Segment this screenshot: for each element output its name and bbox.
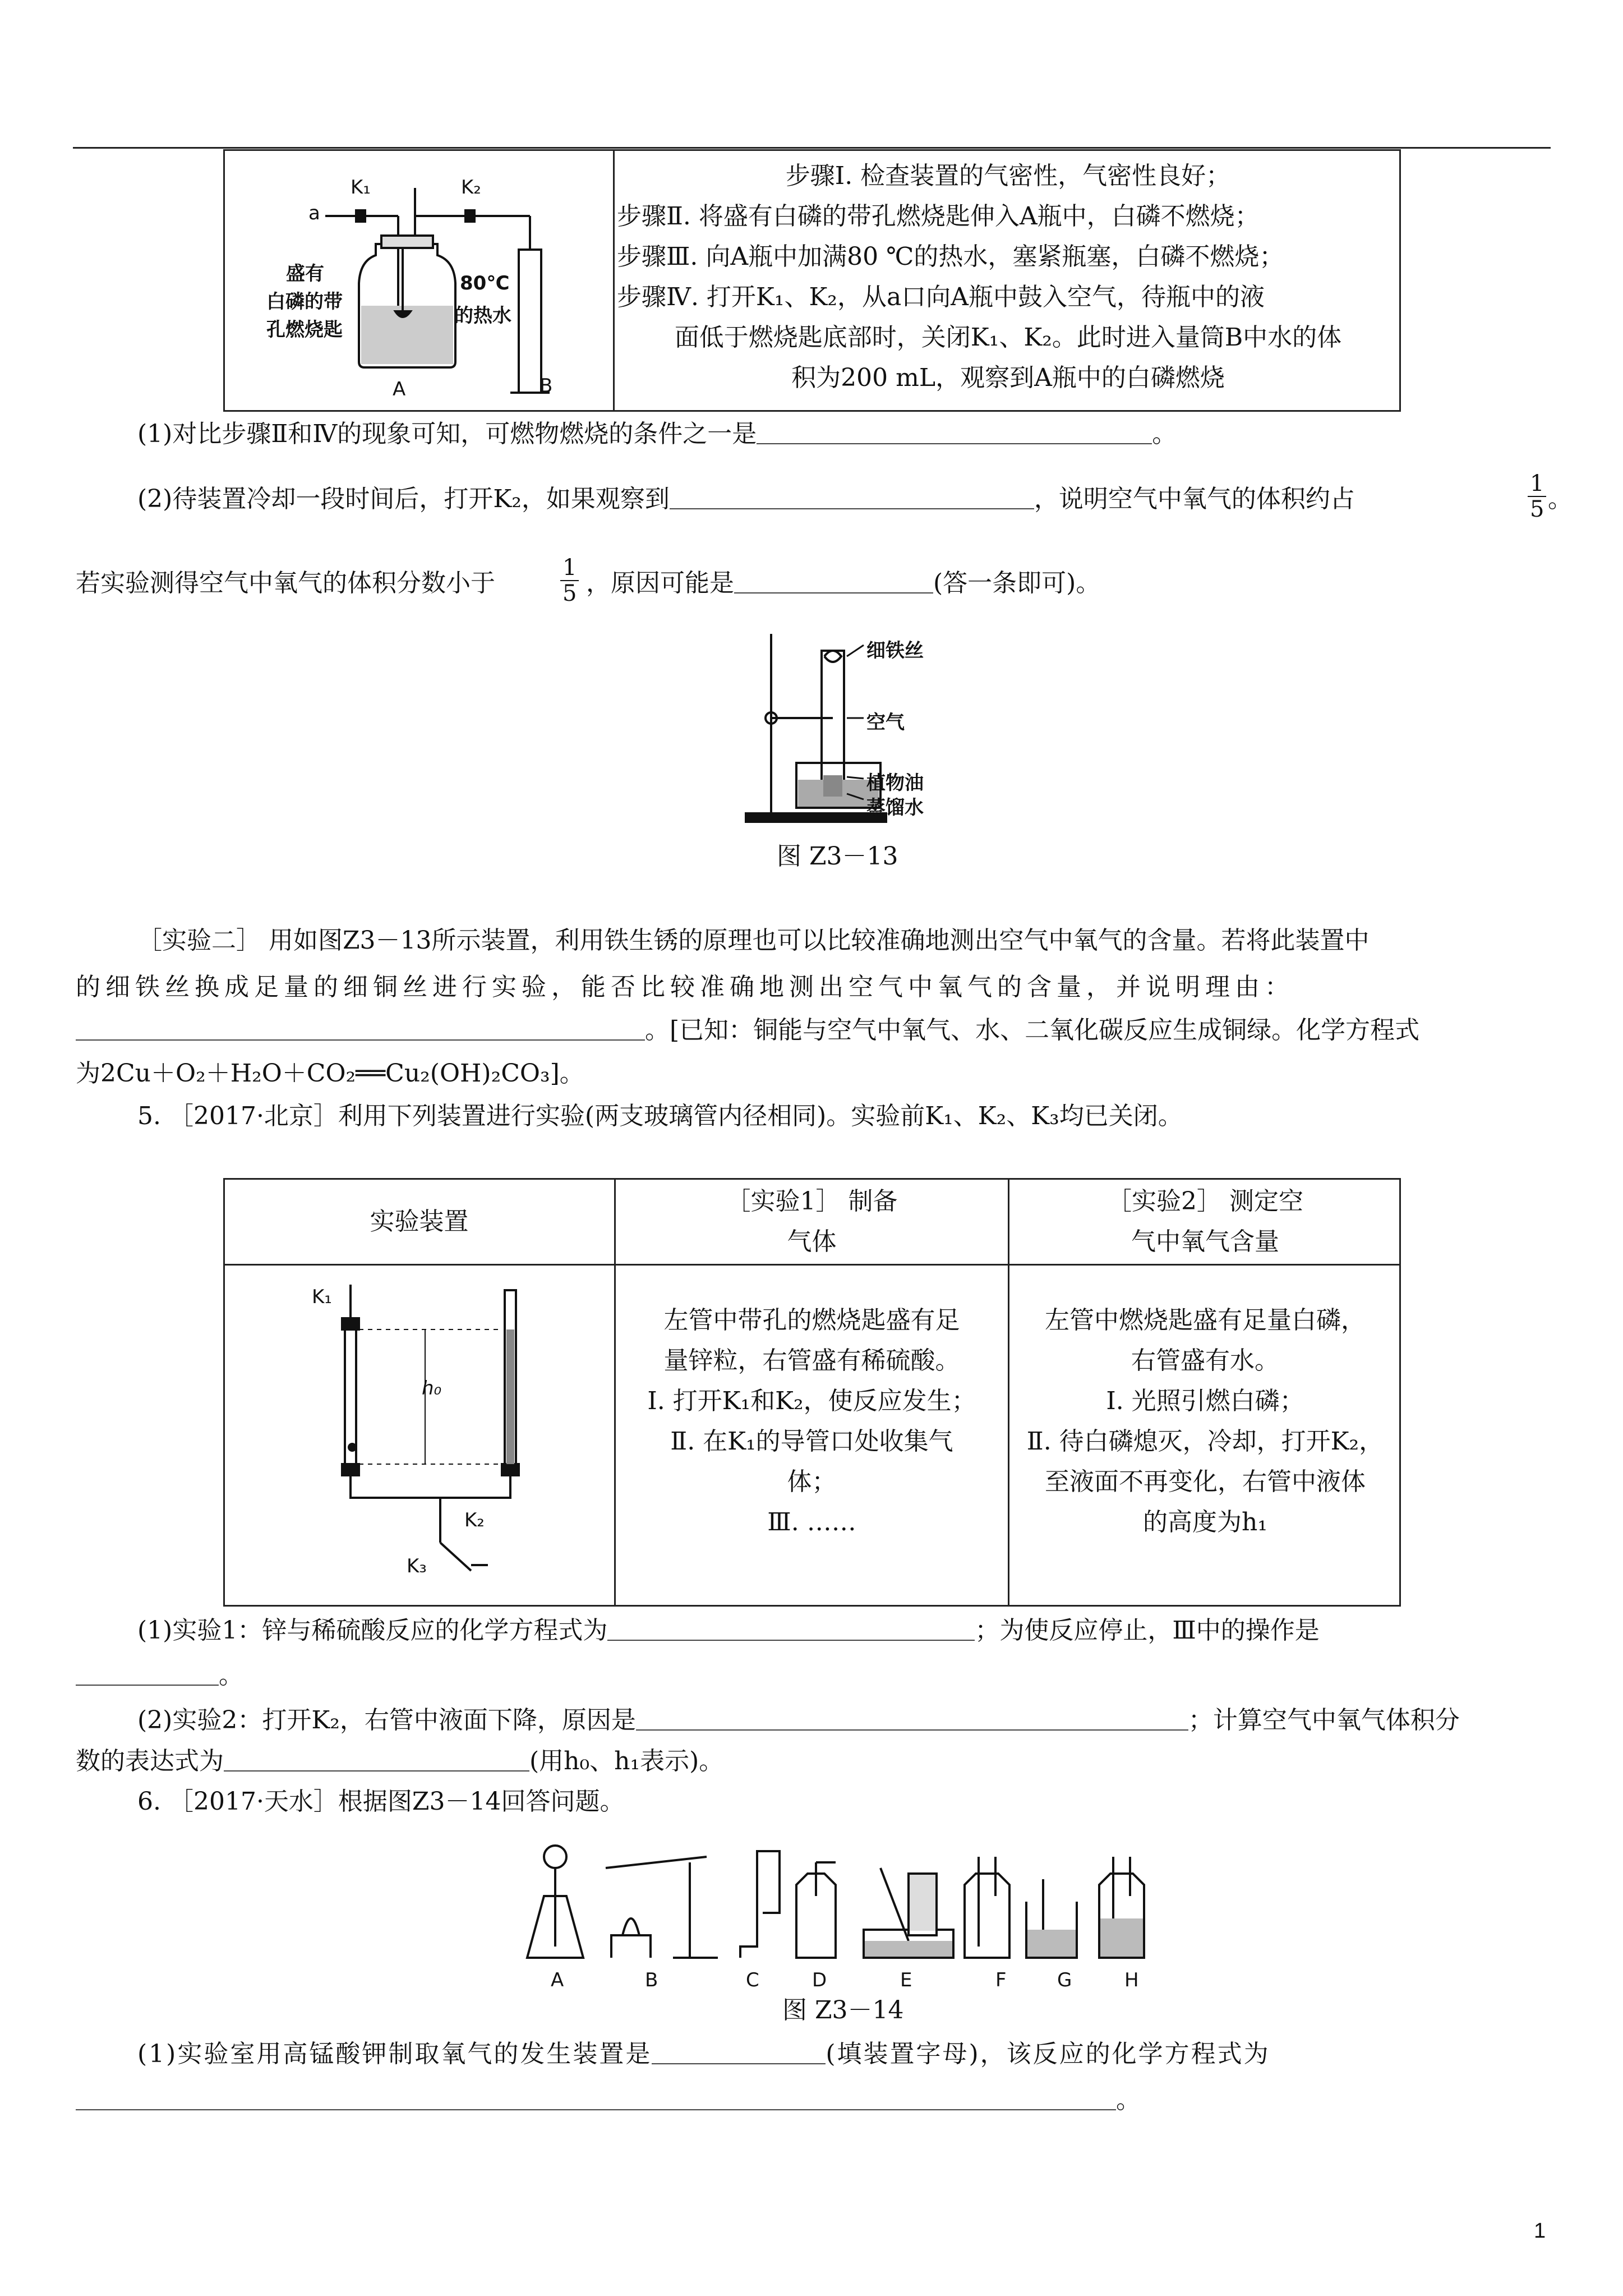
q5-sub2-line2	[76, 1749, 723, 1774]
answer-blank-q5-1b[interactable]	[76, 1664, 219, 1686]
question-6-intro: 6. ［2017·天水］根据图Z3－14回答问题。	[137, 1787, 625, 1816]
apparatus-letter-c: C	[746, 1969, 759, 1991]
answer-blank-q2b[interactable]	[734, 572, 933, 593]
q6-sub1-a: (1)实验室用高锰酸钾制取氧气的发生装置是	[137, 2040, 652, 2068]
question-1-end: 。	[1152, 420, 1177, 448]
svg-text:K₂: K₂	[461, 176, 481, 199]
step-6: 积为200 mL，观察到A瓶中的白磷燃烧	[791, 364, 1225, 392]
apparatus-letter-f: F	[995, 1969, 1007, 1991]
answer-blank-q5-2b[interactable]	[224, 1750, 529, 1772]
label-b: B	[540, 375, 553, 397]
figure-caption-z3-13: 图 Z3－13	[777, 842, 898, 871]
q2-part-e: (答一条即可)。	[933, 569, 1101, 597]
apparatus-diagram-a-b	[303, 171, 606, 401]
q6-sub1-line1	[137, 2042, 1270, 2067]
question-1	[137, 422, 1177, 447]
step-2: 步骤Ⅱ. 将盛有白磷的带孔燃烧匙伸入A瓶中，白磷不燃烧；	[617, 202, 1260, 231]
q6-sub1-line2	[76, 2088, 1141, 2113]
answer-blank-q5-1a[interactable]	[607, 1619, 975, 1641]
step-4: 步骤Ⅳ. 打开K₁、K₂，从a口向A瓶中鼓入空气，待瓶中的液	[617, 283, 1265, 311]
q5-header-exp2: ［实验2］ 测定空 气中氧气含量	[1107, 1187, 1303, 1256]
fraction-one-fifth-1: $\frac{1}{5}$	[1528, 471, 1546, 522]
q5-header-apparatus: 实验装置	[370, 1207, 469, 1236]
label-water-2: 的热水	[454, 305, 511, 327]
q6-sub1-b: (填装置字母)，该反应的化学方程式为	[826, 2040, 1270, 2068]
q2-part-d: ，原因可能是	[586, 569, 734, 597]
apparatus-letter-a: A	[551, 1969, 564, 1991]
q5-sub2-line1	[137, 1708, 1460, 1733]
exp2-line2: 的细铁丝换成足量的细铜丝进行实验，能否比较准确地测出空气中氧气的含量，并说明理由：	[76, 973, 1294, 1001]
question-5-intro: 5. ［2017·北京］利用下列装置进行实验(两支玻璃管内径相同)。实验前K₁、K₂、K₃均已关闭。	[137, 1102, 1183, 1130]
label-water-1: 80℃	[460, 272, 510, 295]
question-2-line2	[76, 571, 495, 596]
q5-cell-exp1: 左管中带孔的燃烧匙盛有足 量锌粒，右管盛有稀硫酸。 Ⅰ. 打开K₁和K₂，使反应发生； Ⅱ. 在K₁的导管口处收集气 体； Ⅲ. ……	[647, 1306, 976, 1536]
q2-part-a: (2)待装置冷却一段时间后，打开K₂，如果观察到	[137, 485, 670, 513]
lab-apparatus-a-h	[522, 1834, 1166, 1969]
q5-sub2-a: (2)实验2：打开K₂，右管中液面下降，原因是	[137, 1706, 636, 1734]
apparatus-letter-g: G	[1057, 1969, 1072, 1991]
label-distilled-water: 蒸馏水	[866, 797, 924, 819]
exp2-line4: 为2Cu＋O₂＋H₂O＋CO₂══Cu₂(OH)₂CO₃]。	[76, 1059, 584, 1088]
q5-sub2-c: 数的表达式为	[76, 1747, 224, 1775]
label-k3-q5: K₃	[407, 1555, 427, 1577]
q5-sub2-b: ；计算空气中氧气体积分	[1188, 1706, 1460, 1734]
q5-sub1-b: ；为使反应停止，Ⅲ中的操作是	[975, 1616, 1320, 1645]
exp2-line3-text: 。[已知：铜能与空气中氧气、水、二氧化碳反应生成铜绿。化学方程式	[645, 1016, 1420, 1045]
step-5: 面低于燃烧匙底部时，关闭K₁、K₂。此时进入量筒B中水的体	[674, 323, 1342, 352]
answer-blank-q6-1a[interactable]	[652, 2043, 826, 2064]
apparatus-letter-e: E	[900, 1969, 912, 1991]
label-spoon-3: 孔燃烧匙	[266, 319, 343, 341]
page-number: 1	[1534, 2219, 1546, 2243]
q5-sub1-c: 。	[219, 1661, 243, 1690]
q5-cell-exp2: 左管中燃烧匙盛有足量白磷， 右管盛有水。 Ⅰ. 光照引燃白磷； Ⅱ. 待白磷熄灭，冷却，打开K₂， 至液面不再变化，右管中液体 的高度为h₁	[1026, 1306, 1384, 1536]
apparatus-letter-b: B	[645, 1969, 658, 1991]
svg-text:K₁: K₁	[351, 176, 371, 199]
u-tube-apparatus	[303, 1273, 538, 1588]
fraction-one-fifth-2: $\frac{1}{5}$	[560, 555, 579, 606]
header-rule	[73, 147, 1551, 149]
q5-sub1-a: (1)实验1：锌与稀硫酸反应的化学方程式为	[137, 1616, 608, 1645]
answer-blank-q2a[interactable]	[670, 488, 1034, 509]
label-spoon-2: 白磷的带	[266, 291, 343, 313]
answer-blank-q5-2a[interactable]	[636, 1709, 1188, 1731]
question-1-text: (1)对比步骤Ⅱ和Ⅳ的现象可知，可燃物燃烧的条件之一是	[137, 420, 757, 448]
label-k1-q5: K₁	[312, 1286, 332, 1308]
question-2-line2b	[586, 571, 1100, 596]
question-2-line1	[137, 487, 1355, 512]
step-1: 步骤Ⅰ. 检查装置的气密性，气密性良好；	[785, 162, 1231, 190]
q5-sub1-line1	[137, 1618, 1320, 1643]
label-air: 空气	[866, 711, 905, 734]
table-divider	[613, 149, 615, 412]
q5-sub1-line2	[76, 1663, 243, 1688]
q2-end: 。	[1548, 485, 1573, 513]
q2-part-c: 若实验测得空气中氧气的体积分数小于	[76, 569, 495, 597]
label-k2-q5: K₂	[464, 1509, 485, 1531]
answer-blank-q6-1b[interactable]	[76, 2089, 1116, 2110]
label-h0: h₀	[422, 1377, 442, 1400]
q5-header-exp1: ［实验1］ 制备 气体	[726, 1187, 898, 1256]
answer-blank-q1[interactable]	[757, 423, 1152, 444]
q5-table-row	[223, 1264, 1401, 1266]
exp2-line3	[76, 1018, 1419, 1043]
svg-text:a: a	[308, 202, 320, 224]
label-vegetable-oil: 植物油	[866, 772, 924, 794]
steps-text	[617, 156, 1399, 398]
q5-sub2-d: (用h₀、h₁表示)。	[529, 1747, 724, 1775]
apparatus-letter-d: D	[812, 1969, 827, 1991]
apparatus-letter-h: H	[1124, 1969, 1139, 1991]
answer-blank-exp2[interactable]	[76, 1019, 645, 1041]
q6-sub1-c: 。	[1116, 2086, 1141, 2114]
label-iron-wire: 细铁丝	[866, 639, 924, 662]
figure-caption-z3-14: 图 Z3－14	[782, 1996, 904, 2024]
label-spoon-1: 盛有	[286, 263, 324, 285]
step-3: 步骤Ⅲ. 向A瓶中加满80 ℃的热水，塞紧瓶塞，白磷不燃烧；	[617, 242, 1284, 271]
exp2-line1: ［实验二］ 用如图Z3－13所示装置，利用铁生锈的原理也可以比较准确地测出空气中氧气的含量。若将此装置中	[137, 926, 1370, 955]
svg-text:A: A	[393, 378, 406, 401]
q2-part-b: ，说明空气中氧气的体积约占	[1034, 485, 1355, 513]
